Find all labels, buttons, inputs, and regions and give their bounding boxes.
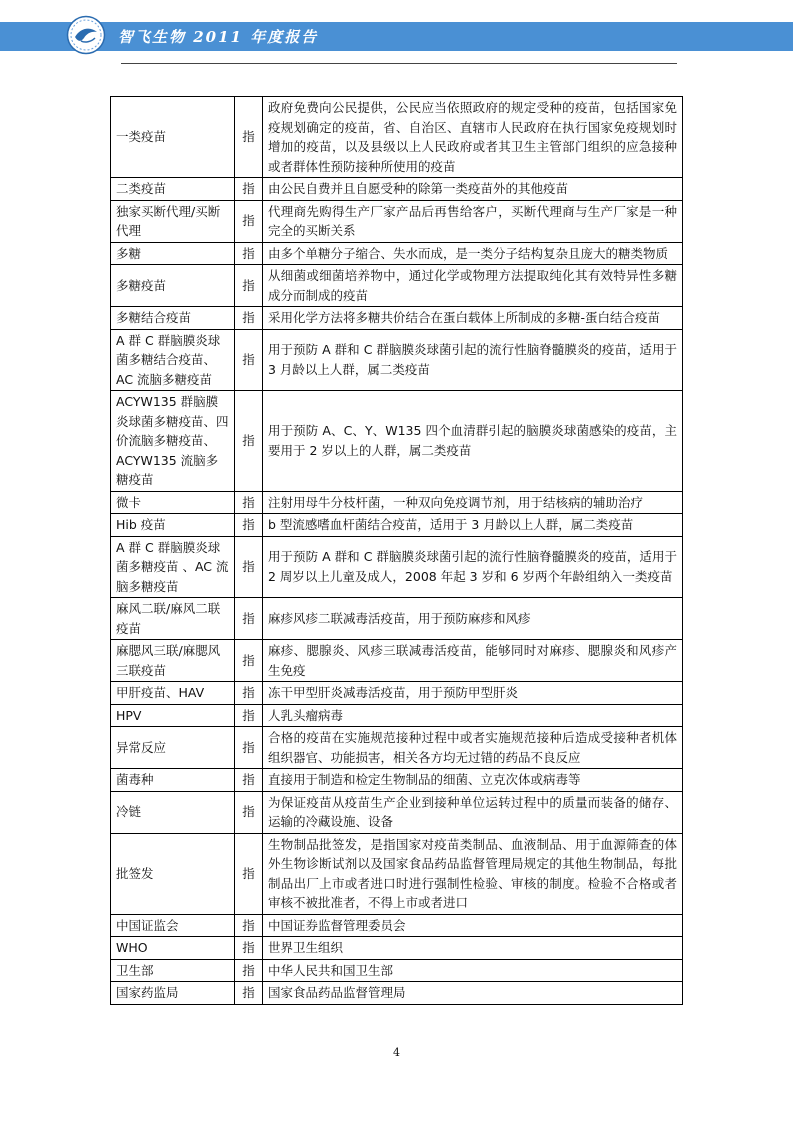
definitions-table-body [111,97,683,1005]
term-cell: A 群 C 群脑膜炎球菌多糖疫苗 、AC 流脑多糖疫苗 [111,536,235,598]
term-cell: 甲肝疫苗、HAV [111,682,235,705]
table-row [111,97,683,178]
term-cell: 国家药监局 [111,982,235,1005]
table-row [111,598,683,640]
mark-cell: 指 [235,791,263,833]
definition-cell: 由公民自费并且自愿受种的除第一类疫苗外的其他疫苗 [263,178,683,201]
table-row [111,727,683,769]
table-row [111,833,683,914]
table-row [111,491,683,514]
definition-cell: b 型流感嗜血杆菌结合疫苗，适用于 3 月龄以上人群，属二类疫苗 [263,514,683,537]
definition-cell: 冻干甲型肝炎减毒活疫苗，用于预防甲型肝炎 [263,682,683,705]
definition-cell: 政府免费向公民提供，公民应当依照政府的规定受种的疫苗，包括国家免疫规划确定的疫苗，省、自治区、直辖市人民政府在执行国家免疫规划时增加的疫苗，以及县级以上人民政府或者其卫生主管部门组织的应急接种或者群体性预防接种所使用的疫苗 [263,97,683,178]
term-cell: 二类疫苗 [111,178,235,201]
table-row [111,307,683,330]
mark-cell: 指 [235,307,263,330]
term-cell: 多糖 [111,242,235,265]
definition-cell: 中华人民共和国卫生部 [263,959,683,982]
term-cell: 卫生部 [111,959,235,982]
definition-cell: 麻疹、腮腺炎、风疹三联减毒活疫苗，能够同时对麻疹、腮腺炎和风疹产生免疫 [263,640,683,682]
page-number: 4 [393,1046,400,1059]
table-row [111,640,683,682]
company-logo-icon [66,15,106,55]
term-cell: 菌毒种 [111,769,235,792]
definition-cell: 麻疹风疹二联减毒活疫苗，用于预防麻疹和风疹 [263,598,683,640]
definition-cell: 注射用母牛分枝杆菌，一种双向免疫调节剂，用于结核病的辅助治疗 [263,491,683,514]
term-cell: 麻腮风三联/麻腮风三联疫苗 [111,640,235,682]
term-cell: 多糖结合疫苗 [111,307,235,330]
definition-cell: 世界卫生组织 [263,937,683,960]
header-title: 智飞生物 2011 年度报告 [118,28,319,46]
term-cell: 批签发 [111,833,235,914]
table-row [111,265,683,307]
definition-cell: 采用化学方法将多糖共价结合在蛋白载体上所制成的多糖-蛋白结合疫苗 [263,307,683,330]
term-cell: 冷链 [111,791,235,833]
table-row [111,200,683,242]
mark-cell: 指 [235,265,263,307]
table-row [111,914,683,937]
mark-cell: 指 [235,200,263,242]
mark-cell: 指 [235,982,263,1005]
table-row [111,536,683,598]
mark-cell: 指 [235,391,263,492]
definition-cell: 用于预防 A、C、Y、W135 四个血清群引起的脑膜炎球菌感染的疫苗，主要用于 2 岁以上的人群，属二类疫苗 [263,391,683,492]
mark-cell: 指 [235,329,263,391]
definition-cell: 中国证券监督管理委员会 [263,914,683,937]
mark-cell: 指 [235,514,263,537]
definition-cell: 由多个单糖分子缩合、失水而成，是一类分子结构复杂且庞大的糖类物质 [263,242,683,265]
definition-cell: 直接用于制造和检定生物制品的细菌、立克次体或病毒等 [263,769,683,792]
definition-cell: 国家食品药品监督管理局 [263,982,683,1005]
table-row [111,178,683,201]
table-row [111,769,683,792]
definition-cell: 从细菌或细菌培养物中，通过化学或物理方法提取纯化其有效特异性多糖成分而制成的疫苗 [263,265,683,307]
term-cell: 异常反应 [111,727,235,769]
mark-cell: 指 [235,769,263,792]
definition-cell: 用于预防 A 群和 C 群脑膜炎球菌引起的流行性脑脊髓膜炎的疫苗，适用于 3 月龄以上人群，属二类疫苗 [263,329,683,391]
table-row [111,982,683,1005]
mark-cell: 指 [235,682,263,705]
mark-cell: 指 [235,491,263,514]
mark-cell: 指 [235,97,263,178]
term-cell: 中国证监会 [111,914,235,937]
table-row [111,791,683,833]
table-row [111,937,683,960]
mark-cell: 指 [235,704,263,727]
table-row [111,391,683,492]
definition-cell: 合格的疫苗在实施规范接种过程中或者实施规范接种后造成受接种者机体组织器官、功能损害，相关各方均无过错的药品不良反应 [263,727,683,769]
term-cell: HPV [111,704,235,727]
term-cell: A 群 C 群脑膜炎球菌多糖结合疫苗、AC 流脑多糖疫苗 [111,329,235,391]
table-row [111,329,683,391]
term-cell: 一类疫苗 [111,97,235,178]
definitions-table [110,96,683,1005]
definition-cell: 生物制品批签发，是指国家对疫苗类制品、血液制品、用于血源筛查的体外生物诊断试剂以及国家食品药品监督管理局规定的其他生物制品，每批制品出厂上市或者进口时进行强制性检验、审核的制度。检验不合格或者审核不被批准者，不得上市或者进口 [263,833,683,914]
table-row [111,959,683,982]
mark-cell: 指 [235,959,263,982]
mark-cell: 指 [235,937,263,960]
term-cell: 微卡 [111,491,235,514]
term-cell: 麻风二联/麻风二联疫苗 [111,598,235,640]
table-row [111,682,683,705]
definition-cell: 人乳头瘤病毒 [263,704,683,727]
term-cell: ACYW135 群脑膜炎球菌多糖疫苗、四价流脑多糖疫苗、ACYW135 流脑多糖疫苗 [111,391,235,492]
mark-cell: 指 [235,598,263,640]
table-row [111,704,683,727]
term-cell: Hib 疫苗 [111,514,235,537]
mark-cell: 指 [235,640,263,682]
mark-cell: 指 [235,242,263,265]
term-cell: 多糖疫苗 [111,265,235,307]
mark-cell: 指 [235,727,263,769]
header-divider [121,63,677,64]
definition-cell: 用于预防 A 群和 C 群脑膜炎球菌引起的流行性脑脊髓膜炎的疫苗，适用于 2 周岁以上儿童及成人，2008 年起 3 岁和 6 岁两个年龄组纳入一类疫苗 [263,536,683,598]
term-cell: 独家买断代理/买断代理 [111,200,235,242]
mark-cell: 指 [235,833,263,914]
table-row [111,242,683,265]
definition-cell: 为保证疫苗从疫苗生产企业到接种单位运转过程中的质量而装备的储存、运输的冷藏设施、设备 [263,791,683,833]
table-row [111,514,683,537]
mark-cell: 指 [235,178,263,201]
mark-cell: 指 [235,536,263,598]
term-cell: WHO [111,937,235,960]
mark-cell: 指 [235,914,263,937]
definition-cell: 代理商先购得生产厂家产品后再售给客户，买断代理商与生产厂家是一种完全的买断关系 [263,200,683,242]
